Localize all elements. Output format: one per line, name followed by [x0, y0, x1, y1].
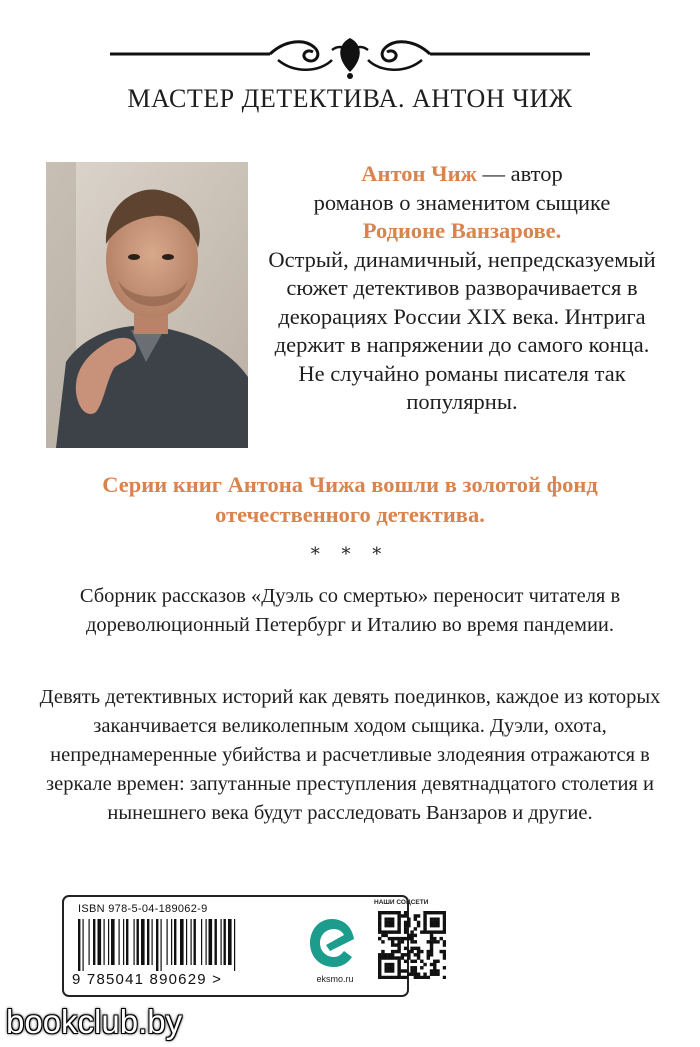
qr-module	[384, 934, 387, 937]
barcode-bar	[123, 919, 124, 965]
qr-module	[404, 911, 407, 914]
qr-module	[397, 940, 400, 943]
qr-module	[397, 930, 400, 933]
qr-module	[397, 966, 400, 969]
qr-module	[436, 911, 439, 914]
qr-module	[378, 911, 381, 914]
description-paragraph-2: Девять детективных историй как девять поединков, каждое из которых заканчивается великолепным ходом сыщика. Дуэли, охота, непреднамеренные убийства и расчетливые злодеяния отражаются в зеркале времен: запутанные преступления девятнадцатого столетия и нынешнего века будут расследовать Ванзаров и другие.	[39, 686, 661, 824]
barcode-bar	[180, 919, 184, 965]
barcode-bar	[224, 919, 226, 965]
qr-module	[410, 966, 413, 969]
qr-module	[388, 956, 391, 959]
qr-module	[430, 940, 433, 943]
qr-module	[417, 953, 420, 956]
qr-module	[410, 937, 413, 940]
qr-module	[433, 921, 436, 924]
barcode-bar	[137, 919, 139, 965]
barcode-bar	[104, 919, 105, 965]
qr-module	[430, 947, 433, 950]
qr-module	[433, 917, 436, 920]
qr-module	[388, 966, 391, 969]
qr-module	[388, 976, 391, 979]
qr-module	[410, 934, 413, 937]
qr-module	[391, 937, 394, 940]
qr-module	[433, 973, 436, 976]
qr-module	[417, 947, 420, 950]
barcode-bar	[111, 919, 115, 965]
qr-module	[384, 911, 387, 914]
qr-module	[381, 953, 384, 956]
qr-module	[423, 930, 426, 933]
qr-module	[404, 947, 407, 950]
qr-module	[407, 921, 410, 924]
qr-module	[420, 960, 423, 963]
qr-module	[414, 966, 417, 969]
qr-module	[417, 976, 420, 979]
qr-module	[397, 921, 400, 924]
qr-module	[414, 917, 417, 920]
barcode-bar	[147, 919, 149, 965]
qr-module	[378, 963, 381, 966]
qr-module	[384, 966, 387, 969]
barcode-bar	[161, 919, 162, 971]
qr-module	[410, 930, 413, 933]
qr-module	[388, 963, 391, 966]
qr-module	[414, 940, 417, 943]
qr-module	[397, 963, 400, 966]
qr-module	[401, 976, 404, 979]
qr-module	[430, 937, 433, 940]
qr-module	[384, 930, 387, 933]
barcode-bar	[215, 919, 217, 965]
qr-module	[423, 927, 426, 930]
qr-module	[394, 937, 397, 940]
qr-module	[397, 914, 400, 917]
watermark	[0, 1001, 700, 1047]
qr-module	[378, 966, 381, 969]
qr-module	[433, 940, 436, 943]
qr-module	[410, 969, 413, 972]
qr-module	[430, 963, 433, 966]
qr-module	[378, 914, 381, 917]
qr-module	[423, 914, 426, 917]
qr-module	[410, 973, 413, 976]
qr-module	[397, 956, 400, 959]
qr-module	[391, 940, 394, 943]
qr-module	[394, 911, 397, 914]
qr-module	[443, 966, 446, 969]
watermark-text: bookclub.by	[6, 1003, 183, 1040]
qr-module	[391, 911, 394, 914]
qr-module	[436, 969, 439, 972]
barcode-bar	[152, 919, 153, 965]
qr-module	[397, 969, 400, 972]
qr-module	[417, 950, 420, 953]
qr-module	[423, 976, 426, 979]
qr-module	[433, 960, 436, 963]
qr-module	[404, 924, 407, 927]
qr-module	[397, 917, 400, 920]
section-separator: * * *	[310, 544, 390, 565]
qr-module	[443, 976, 446, 979]
barcode-bar	[78, 919, 80, 971]
barcode-bar	[186, 919, 187, 965]
qr-module	[384, 969, 387, 972]
bio-dash-text: — автор	[476, 161, 563, 186]
qr-module	[430, 943, 433, 946]
qr-module	[381, 930, 384, 933]
qr-module	[378, 930, 381, 933]
qr-module	[430, 930, 433, 933]
qr-module	[423, 921, 426, 924]
qr-module	[430, 934, 433, 937]
qr-module	[433, 937, 436, 940]
qr-module	[414, 947, 417, 950]
qr-module	[440, 937, 443, 940]
qr-module	[410, 960, 413, 963]
barcode-bar	[206, 919, 207, 965]
qr-module	[436, 960, 439, 963]
barcode-bar	[191, 919, 192, 965]
qr-module	[433, 924, 436, 927]
qr-module	[397, 937, 400, 940]
barcode-bar	[89, 919, 90, 965]
isbn-number: ISBN 978-5-04-189062-9	[78, 903, 208, 915]
qr-module	[443, 921, 446, 924]
qr-module	[430, 911, 433, 914]
qr-module	[397, 973, 400, 976]
qr-module	[443, 917, 446, 920]
barcode-bar	[209, 919, 213, 965]
qr-module	[420, 930, 423, 933]
qr-module	[394, 943, 397, 946]
qr-module	[397, 924, 400, 927]
author-name: Антон Чиж	[361, 161, 477, 186]
qr-module	[436, 930, 439, 933]
qr-module	[391, 963, 394, 966]
qr-module	[430, 921, 433, 924]
qr-module	[427, 956, 430, 959]
barcode-bar	[174, 919, 176, 965]
qr-module	[391, 943, 394, 946]
qr-module	[414, 976, 417, 979]
qr-module	[401, 956, 404, 959]
qr-module	[436, 917, 439, 920]
qr-module	[388, 917, 391, 920]
qr-module	[407, 917, 410, 920]
barcode-bar	[98, 919, 102, 965]
qr-module	[423, 924, 426, 927]
barcode-bar	[126, 919, 128, 965]
qr-module	[388, 924, 391, 927]
qr-module	[410, 947, 413, 950]
qr-module	[381, 911, 384, 914]
series-title: МАСТЕР ДЕТЕКТИВА. АНТОН ЧИЖ	[127, 84, 573, 113]
barcode-bar	[221, 919, 222, 965]
qr-module	[433, 930, 436, 933]
barcode-bar	[171, 919, 172, 965]
barcode	[72, 919, 290, 971]
qr-module	[404, 930, 407, 933]
qr-module	[388, 921, 391, 924]
qr-module	[414, 953, 417, 956]
qr-module	[430, 973, 433, 976]
qr-module	[410, 940, 413, 943]
qr-module	[391, 921, 394, 924]
qr-module	[397, 950, 400, 953]
qr-module	[440, 950, 443, 953]
qr-module	[417, 973, 420, 976]
qr-module	[378, 953, 381, 956]
qr-module	[440, 930, 443, 933]
barcode-bar	[156, 919, 158, 971]
qr-module	[404, 921, 407, 924]
qr-module	[420, 976, 423, 979]
qr-module	[378, 956, 381, 959]
qr-module	[443, 930, 446, 933]
qr-module	[401, 914, 404, 917]
qr-module	[430, 924, 433, 927]
barcode-bar	[201, 919, 202, 965]
qr-module	[427, 953, 430, 956]
qr-module	[391, 930, 394, 933]
qr-module	[394, 956, 397, 959]
qr-module	[436, 973, 439, 976]
qr-module	[404, 953, 407, 956]
qr-module	[397, 960, 400, 963]
qr-module	[417, 921, 420, 924]
qr-module	[378, 973, 381, 976]
qr-module	[430, 917, 433, 920]
qr-module	[397, 943, 400, 946]
qr-module	[404, 976, 407, 979]
qr-module	[423, 911, 426, 914]
qr-module	[407, 934, 410, 937]
qr-module	[378, 921, 381, 924]
qr-module	[404, 960, 407, 963]
qr-module	[417, 956, 420, 959]
qr-module	[384, 921, 387, 924]
description-paragraph-1: Сборник рассказов «Дуэль со смертью» переносит читателя в дореволюционный Петербург и Италию во время пандемии.	[79, 585, 621, 636]
qr-module	[420, 950, 423, 953]
qr-module	[404, 914, 407, 917]
barcode-box	[62, 895, 429, 997]
author-photo	[46, 162, 248, 448]
qr-module	[384, 956, 387, 959]
qr-module	[427, 976, 430, 979]
qr-module	[394, 950, 397, 953]
barcode-bar	[134, 919, 135, 965]
qr-module	[397, 911, 400, 914]
barcode-bar	[108, 919, 109, 965]
qr-module	[427, 950, 430, 953]
qr-module	[381, 956, 384, 959]
qr-module	[420, 966, 423, 969]
publisher-url: eksmo.ru	[316, 974, 354, 984]
qr-module	[407, 973, 410, 976]
qr-module	[391, 953, 394, 956]
barcode-bar	[194, 919, 196, 965]
qr-module	[427, 930, 430, 933]
qr-module	[443, 943, 446, 946]
qr-module	[414, 960, 417, 963]
qr-module	[443, 956, 446, 959]
qr-module	[397, 976, 400, 979]
qr-module	[378, 937, 381, 940]
qr-module	[397, 927, 400, 930]
qr-module	[401, 940, 404, 943]
qr-module	[384, 924, 387, 927]
qr-module	[436, 924, 439, 927]
qr-module	[414, 969, 417, 972]
qr-module	[391, 969, 394, 972]
qr-module	[394, 930, 397, 933]
barcode-digits: 9 785041 890629 >	[72, 971, 223, 988]
barcode-bar	[228, 919, 232, 965]
qr-module	[404, 969, 407, 972]
qr-module	[388, 911, 391, 914]
qr-module	[443, 914, 446, 917]
qr-module	[440, 911, 443, 914]
qr-module	[423, 973, 426, 976]
qr-code	[378, 911, 446, 979]
author-bio	[262, 160, 662, 417]
qr-module	[427, 940, 430, 943]
qr-module	[423, 963, 426, 966]
bio-rest: Острый, динамичный, непредсказуемый сюжет детективов разворачивается в декорациях России XIX века. Интрига держит в напряжении до самого конца. Не случайно романы писателя так популярны.	[268, 246, 656, 414]
qr-module	[388, 937, 391, 940]
qr-module	[407, 924, 410, 927]
qr-module	[414, 927, 417, 930]
qr-module	[381, 976, 384, 979]
qr-module	[410, 950, 413, 953]
qr-module	[401, 953, 404, 956]
qr-module	[436, 940, 439, 943]
qr-module	[391, 917, 394, 920]
qr-module	[378, 969, 381, 972]
qr-module	[391, 976, 394, 979]
qr-module	[391, 956, 394, 959]
qr-module	[430, 953, 433, 956]
qr-module	[430, 950, 433, 953]
qr-module	[384, 976, 387, 979]
qr-module	[401, 969, 404, 972]
bio-line-2: романов о знаменитом сыщике	[313, 189, 611, 215]
qr-module	[433, 963, 436, 966]
qr-module	[384, 953, 387, 956]
qr-module	[414, 934, 417, 937]
bio-highlight: Серии книг Антона Чижа вошли в золотой фонд отечественного детектива.	[102, 472, 598, 527]
qr-module	[391, 924, 394, 927]
qr-module	[443, 950, 446, 953]
qr-module	[381, 940, 384, 943]
qr-module	[443, 924, 446, 927]
barcode-bar	[234, 919, 235, 971]
qr-module	[407, 937, 410, 940]
qr-module	[417, 914, 420, 917]
barcode-bar	[93, 919, 95, 965]
qr-module	[401, 937, 404, 940]
qr-module	[388, 930, 391, 933]
qr-module	[378, 960, 381, 963]
qr-module	[417, 924, 420, 927]
qr-module	[384, 963, 387, 966]
qr-module	[433, 966, 436, 969]
barcode-bar	[141, 919, 145, 965]
qr-module	[378, 924, 381, 927]
qr-module	[397, 947, 400, 950]
qr-module	[388, 953, 391, 956]
qr-module	[433, 911, 436, 914]
qr-module	[394, 976, 397, 979]
social-label: НАШИ СОЦСЕТИ	[374, 899, 429, 906]
qr-module	[407, 956, 410, 959]
qr-module	[378, 976, 381, 979]
qr-module	[391, 950, 394, 953]
qr-module	[414, 973, 417, 976]
qr-module	[443, 940, 446, 943]
qr-module	[381, 950, 384, 953]
qr-module	[404, 927, 407, 930]
decorative-ornament	[110, 30, 590, 80]
barcode-bar	[119, 919, 120, 965]
qr-module	[407, 950, 410, 953]
qr-module	[414, 914, 417, 917]
qr-module	[378, 917, 381, 920]
qr-module	[384, 917, 387, 920]
qr-module	[407, 953, 410, 956]
qr-module	[443, 953, 446, 956]
qr-module	[427, 911, 430, 914]
qr-module	[433, 969, 436, 972]
qr-module	[423, 917, 426, 920]
qr-module	[404, 937, 407, 940]
qr-module	[430, 969, 433, 972]
qr-module	[443, 927, 446, 930]
qr-module	[381, 934, 384, 937]
qr-module	[391, 966, 394, 969]
hero-name: Родионе Ванзарове.	[362, 218, 562, 243]
qr-module	[443, 911, 446, 914]
qr-module	[378, 927, 381, 930]
eksmo-logo-icon	[308, 917, 356, 969]
qr-module	[436, 921, 439, 924]
qr-module	[388, 969, 391, 972]
barcode-bar	[167, 919, 168, 965]
barcode-bar	[83, 919, 84, 971]
